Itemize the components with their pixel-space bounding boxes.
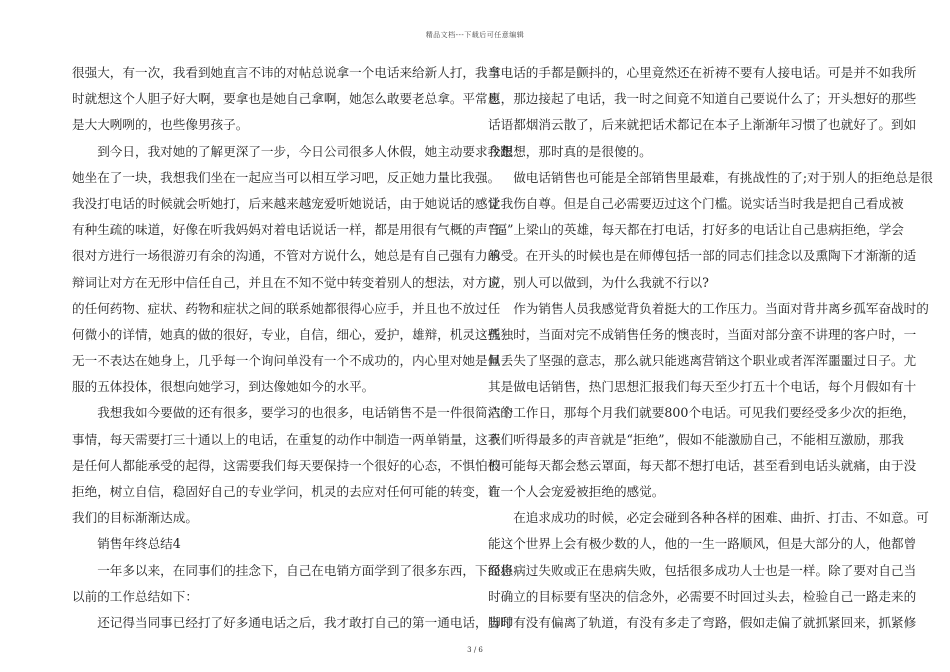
text-line: 还记得当同事已经打了好多通电话之后，我才敢打自己的第一通电话，当时 (72, 614, 513, 630)
text-line: 她坐在了一块，我想我们坐在一起应当可以相互学习吧，反正她力量比我强。 (72, 169, 501, 185)
left-column (72, 60, 513, 636)
text-line: 拿电话的手都是颤抖的，心里竟然还在祈祷不要有人接电话。可是并不如我所 (488, 65, 917, 80)
text-line: 有种生疏的味道，好像在听我妈妈对着电话说话一样，都是用很有气概的声音 (72, 222, 501, 238)
text-line: 今想想，那时真的是很傻的。 (488, 143, 652, 159)
text-line: 事情，每天需要打三十通以上的电话，在重复的动作中制造一两单销量，这不 (72, 431, 501, 447)
page-number: 3 / 6 (467, 646, 483, 654)
text-line: 一年多以来，在同事们的挂念下，自己在电销方面学到了很多东西，下面将 (72, 562, 513, 578)
text-line: 作为销售人员我感觉背负着挺大的工作压力。当面对背井离乡孤军奋战时的 (488, 300, 929, 316)
text-line: 服的五体投体，很想向她学习，到达像她如今的水平。 (72, 379, 375, 395)
text-line: 经患病过失败或正在患病失败，包括很多成功人士也是一样。除了要对自己当 (488, 562, 917, 578)
text-line: 无一不表达在她身上，几乎每一个询问单没有一个不成功的，内心里对她是佩 (72, 353, 501, 369)
text-line: 时就想这个人胆子好大啊，要拿也是她自己拿啊，她怎么敢要老总拿。平常也 (72, 91, 501, 107)
right-column (488, 60, 934, 636)
text-line: 时确立的目标要有坚决的信念外，必需要不时回过头去，检验自己一路走来的 (488, 588, 917, 604)
text-line: 拒绝，树立自信，稳固好自己的专业学问，机灵的去应对任何可能的转变，让 (72, 484, 501, 499)
text-line: 在追求成功的时候，必定会碰到各种各样的困难、曲折、打击、不如意。可 (488, 510, 929, 526)
text-line: 脚印有没有偏离了轨道，有没有多走了弯路，假如走偏了就抓紧回来，抓紧修 (488, 614, 917, 630)
text-line: 旦丢失了坚强的意志，那么就只能逃离营销这个职业或者浑浑噩噩过日子。尤 (488, 353, 917, 369)
text-line: 的任何药物、症状、药物和症状之间的联系她都很得心应手，并且也不放过任 (72, 300, 501, 316)
text-line: 我没打电话的时候就会听她打，后来越来越宠爱听她说话，由于她说话的感觉 (72, 195, 501, 211)
text-line: 让我伤自尊。但是自己必需要迈过这个门槛。说实话当时我是把自己看成被 (488, 195, 904, 211)
text-line: 愿，那边接起了电话，我一时之间竟不知道自己要说什么了；开头想好的那些 (488, 91, 917, 107)
text-line: 承受。在开头的时候也是在师傅包括一部的同志们挂念以及熏陶下才渐渐的适 (488, 248, 917, 264)
text-line: 做电话销售也可能是全部销售里最难，有挑战性的了;对于别人的拒绝总是很 (488, 169, 934, 185)
text-line: 孤独时，当面对完不成销售任务的懊丧时，当面对部分蛮不讲理的客户时，一 (488, 326, 917, 342)
page-header: 精品文档---下载后可任意编辑 (425, 31, 525, 39)
text-line: 是任何人都能承受的起得，这需要我们每天要保持一个很好的心态，不惧怕被 (72, 457, 501, 473)
text-line: 销售年终总结4 (72, 536, 181, 552)
text-line: 很对方进行一场很游刃有余的沟通，不管对方说什么，她总是有自己强有力的 (72, 248, 501, 264)
text-line: 其是做电话销售，热门思想汇报我们每天至少打五十个电话，每个月假如有十 (488, 379, 917, 395)
text-line: 到今日，我对她的了解更深了一步，今日公司很多人休假，她主动要求我跟 (72, 143, 513, 159)
text-line: 六个工作日，那每个月我们就要800个电话。可见我们要经受多少次的拒绝， (488, 405, 916, 421)
text-line: 能这个世界上会有极少数的人，他的一生一路顺风，但是大部分的人，他都曾 (488, 536, 917, 552)
text-line: 我想我如今要做的还有很多，要学习的也很多，电话销售不是一件很简洁的 (72, 405, 513, 421)
text-line: 是大大咧咧的，也些像男孩子。 (72, 117, 249, 133)
text-line: 我们听得最多的声音就是“拒绝”，假如不能激励自己，不能相互激励，那我 (488, 431, 904, 447)
text-line: 们可能每天都会愁云罩面，每天都不想打电话，甚至看到电话头就痛，由于没 (488, 457, 917, 473)
text-line: 何微小的详情，她真的做的很好，专业，自信，细心，爱护，雄辩，机灵这些 (72, 326, 501, 342)
text-line: 有一个人会宠爱被拒绝的感觉。 (488, 484, 665, 499)
text-line: “逼”上梁山的英雄，每天都在打电话，打好多的电话让自己患病拒绝，学会 (488, 222, 904, 238)
text-line: 应，别人可以做到，为什么我就不行以? (488, 274, 709, 290)
text-line: 很强大，有一次，我看到她直言不讳的对帖总说拿一个电话来给新人打，我当 (72, 65, 501, 80)
text-line: 以前的工作总结如下： (72, 588, 198, 604)
text-line: 我们的目标渐渐达成。 (72, 510, 198, 526)
text-line: 话语都烟消云散了，后来就把话术都记在本子上渐渐年习惯了也就好了。到如 (488, 117, 917, 133)
text-line: 辩词让对方在无形中信任自己，并且在不知不觉中转变着别人的想法，对方说 (72, 274, 501, 290)
